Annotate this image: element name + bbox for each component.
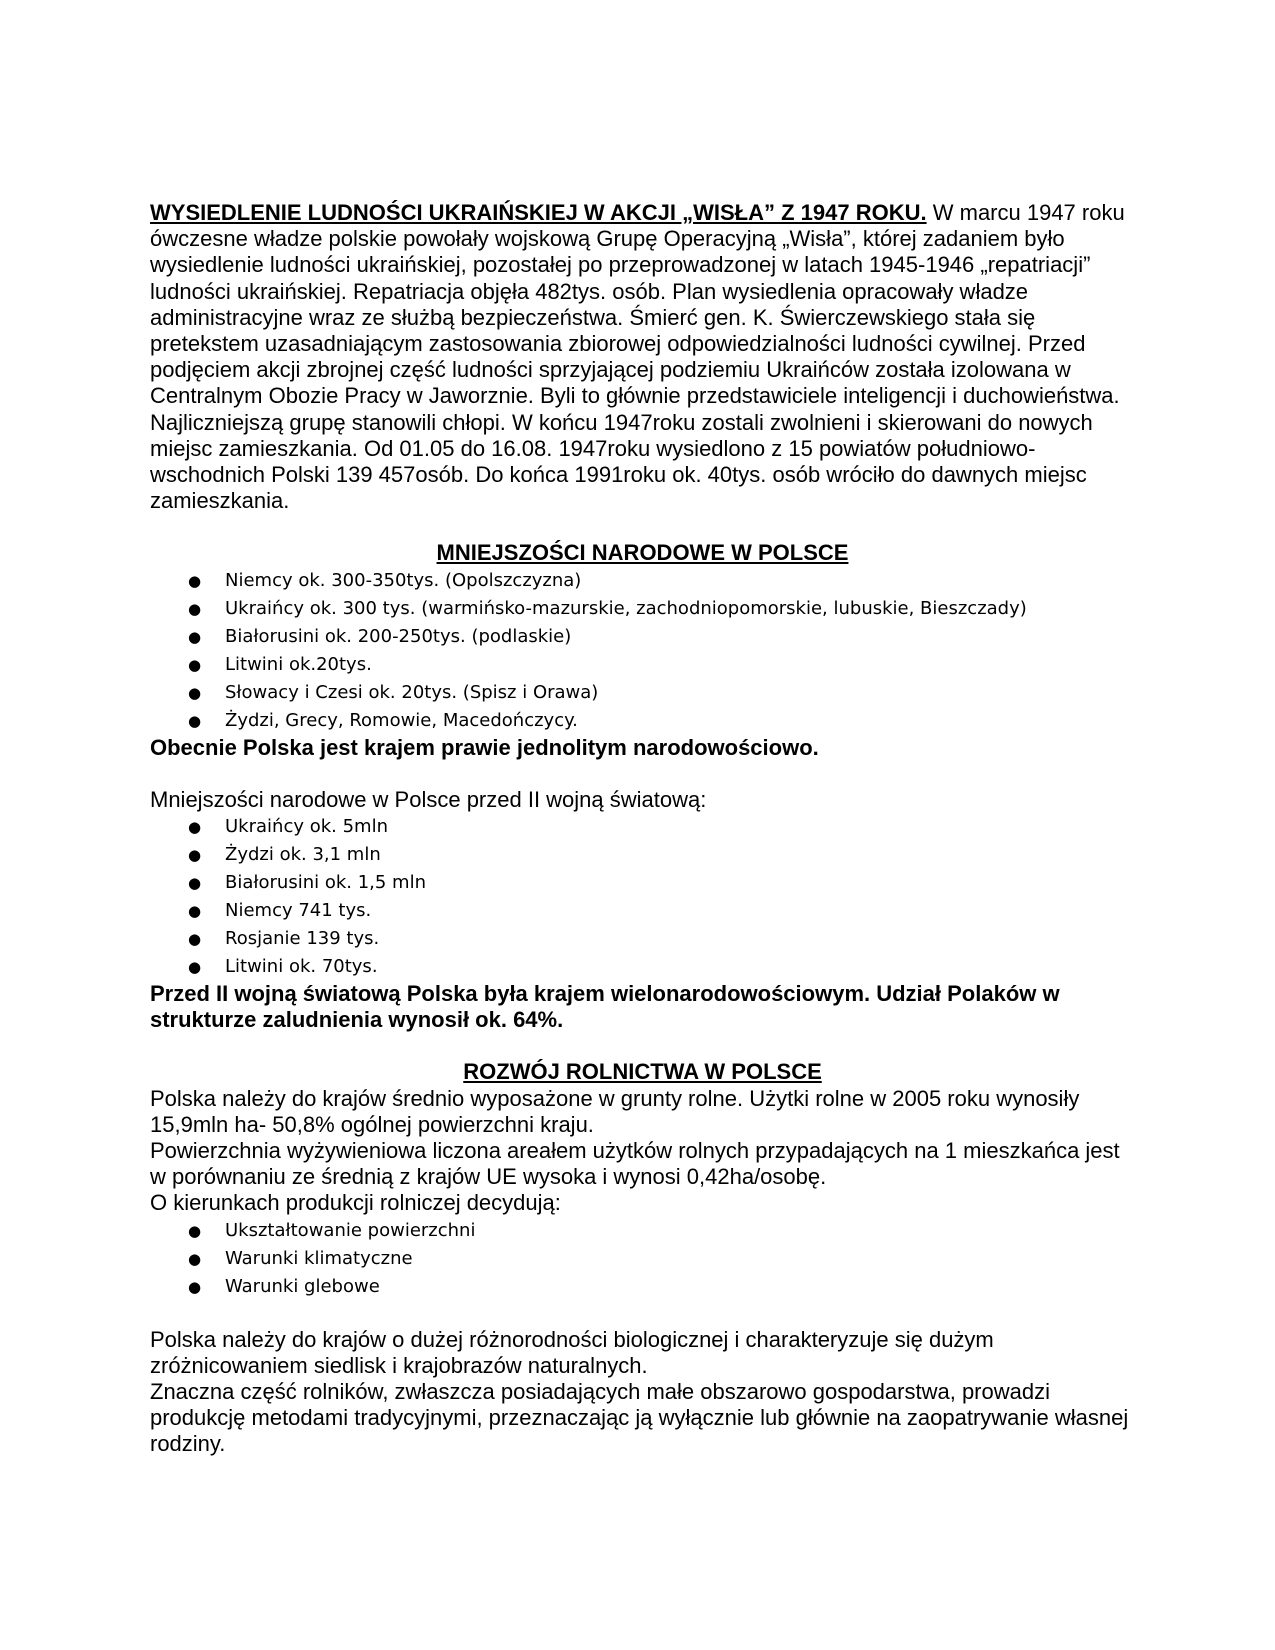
heading-mniejszosci: MNIEJSZOŚCI NARODOWE W POLSCE (436, 540, 849, 566)
agri-paragraph-3: O kierunkach produkcji rolniczej decydują: (150, 1190, 561, 1216)
section-wisla-paragraph (150, 200, 1135, 514)
agri-paragraph-4: Polska należy do krajów o dużej różnorodności biologicznej i charakteryzuje się dużym zróżnicowaniem siedlisk i krajobrazów naturalnych. (150, 1326, 994, 1378)
list-item: ● Warunki klimatyczne (150, 1245, 1135, 1273)
list-item: ● Ukraińcy ok. 300 tys. (warmińsko-mazurskie, zachodniopomorskie, lubuskie, Bieszczady) (150, 595, 1135, 623)
spacer (150, 514, 1135, 540)
list-item: ● Warunki glebowe (150, 1273, 1135, 1301)
list-item: ● Litwini ok.20tys. (150, 651, 1135, 679)
list-item: ● Ukraińcy ok. 5mln (150, 813, 1135, 841)
list-item: ● Rosjanie 139 tys. (150, 925, 1135, 953)
minorities-conclusion: Obecnie Polska jest krajem prawie jednolitym narodowościowo. (150, 734, 819, 760)
list-item: ● Niemcy ok. 300-350tys. (Opolszczyzna) (150, 567, 1135, 595)
prewar-minorities-list (150, 813, 1135, 981)
minorities-list (150, 567, 1135, 735)
list-item: ● Litwini ok. 70tys. (150, 953, 1135, 981)
document-page (150, 200, 1135, 1458)
agri-paragraph-5: Znaczna część rolników, zwłaszcza posiadających małe obszarowo gospodarstwa, prowadzi produkcję metodami tradycyjnymi, przeznaczając ją wyłącznie lub głównie na zaopatrywanie własnej rodziny. (150, 1379, 1129, 1457)
agri-paragraph-2: Powierzchnia wyżywieniowa liczona areałem użytków rolnych przypadających na 1 mieszkańca jest w porównaniu ze średnią z krajów UE wysoka i wynosi 0,42ha/osobę. (150, 1138, 1120, 1190)
agri-paragraph-1: Polska należy do krajów średnio wyposażone w grunty rolne. Użytki rolne w 2005 roku wynosiły 15,9mln ha- 50,8% ogólnej powierzchni kraju. (150, 1085, 1080, 1137)
list-item: ● Niemcy 741 tys. (150, 897, 1135, 925)
list-item: ● Białorusini ok. 1,5 mln (150, 869, 1135, 897)
heading-rolnictwo: ROZWÓJ ROLNICTWA W POLSCE (463, 1059, 822, 1085)
list-item: ● Słowacy i Czesi ok. 20tys. (Spisz i Orawa) (150, 679, 1135, 707)
section-wisla-title: WYSIEDLENIE LUDNOŚCI UKRAIŃSKIEJ W AKCJI „WISŁA” Z 1947 ROKU. (150, 200, 927, 225)
list-item: ● Żydzi, Grecy, Romowie, Macedończycy. (150, 707, 1135, 735)
agri-factors-list (150, 1217, 1135, 1301)
prewar-conclusion: Przed II wojną światową Polska była krajem wielonarodowościowym. Udział Polaków w strukturze zaludnienia wynosił ok. 64%. (150, 981, 1060, 1033)
spacer (150, 1301, 1135, 1327)
list-item: ● Białorusini ok. 200-250tys. (podlaskie) (150, 623, 1135, 651)
list-item: ● Żydzi ok. 3,1 mln (150, 841, 1135, 869)
prewar-intro: Mniejszości narodowe w Polsce przed II wojną światową: (150, 786, 707, 812)
spacer (150, 1033, 1135, 1059)
list-item: ● Ukształtowanie powierzchni (150, 1217, 1135, 1245)
spacer (150, 761, 1135, 787)
section-wisla-body: W marcu 1947 roku ówczesne władze polskie powołały wojskową Grupę Operacyjną „Wisła”, której zadaniem było wysiedlenie ludności ukraińskiej, pozostałej po przeprowadzonej w latach 1945-1946 „repatriacji” ludności ukraińskiej. Repatriacja objęła 482tys. osób. Plan wysiedlenia opracowały władze administracyjne wraz ze służbą bezpieczeństwa. Śmierć gen. K. Świerczewskiego stała się pretekstem uzasadniającym zastosowania zbiorowej odpowiedzialności ludności cywilnej. Przed podjęciem akcji zbrojnej część ludności sprzyjającej podziemiu Ukraińców została izolowana w Centralnym Obozie Pracy w Jaworznie. Byli to głównie przedstawiciele inteligencji i duchowieństwa. Najliczniejszą grupę stanowili chłopi. W końcu 1947roku zostali zwolnieni i skierowani do nowych miejsc zamieszkania. Od 01.05 do 16.08. 1947roku wysiedlono z 15 powiatów południowo-wschodnich Polski 139 457osób. Do końca 1991roku ok. 40tys. osób wróciło do dawnych miejsc zamieszkania. (150, 200, 1125, 514)
